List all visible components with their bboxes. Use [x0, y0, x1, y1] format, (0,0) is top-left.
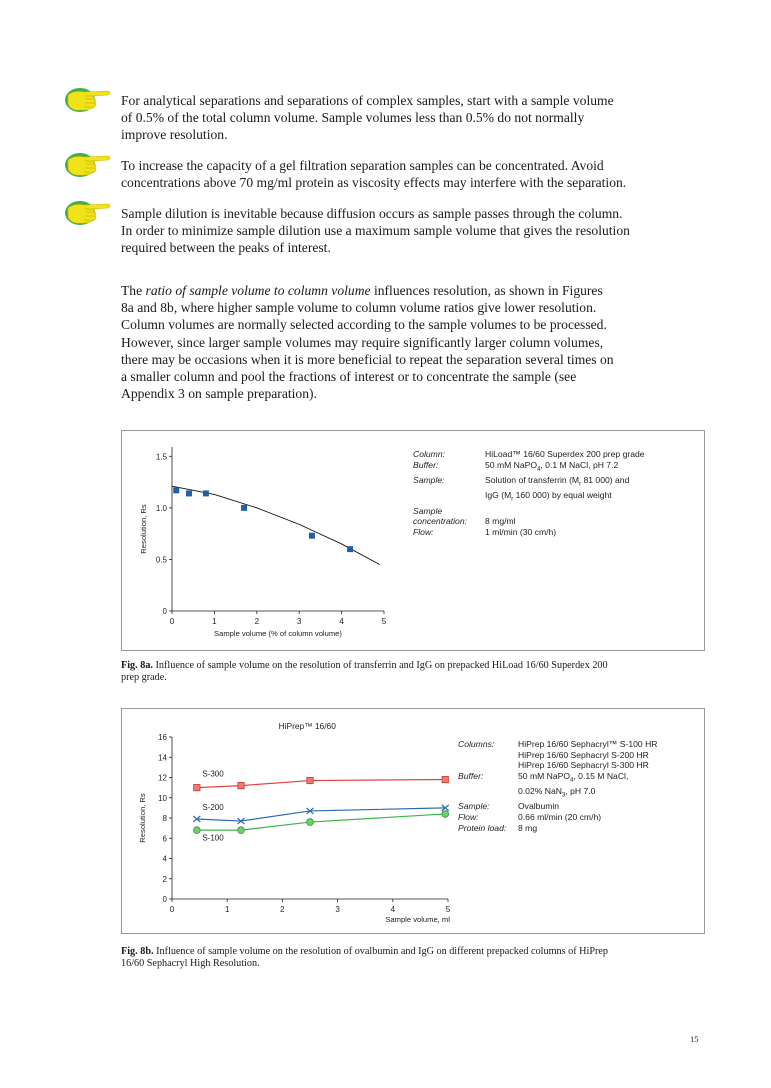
condition-value: IgG ($M_r$ 160 000) by equal weight [485, 490, 612, 503]
body-line: there may be occasions when it is more beneficial to repeat the separation several times on [121, 351, 614, 367]
condition-value: Solution of transferrin ($M_r$ 81 000) and [485, 474, 630, 488]
condition-row [413, 475, 645, 506]
figure-8b-panel [121, 708, 705, 934]
x-tick-label: 3 [296, 617, 302, 626]
tip-line: For analytical separations and separations of complex samples, start with a sample volume [121, 93, 614, 108]
series-line-s-200 [197, 808, 445, 821]
condition-row [458, 812, 657, 823]
x-tick-label: 2 [254, 617, 260, 626]
condition-key: Buffer: [458, 770, 484, 781]
caption-label: Fig. 8a. [121, 660, 153, 671]
condition-value: 50 mM NaPO$_4$, 0.15 M NaCl, [518, 770, 629, 784]
x-tick-label: 5 [381, 617, 387, 626]
y-tick-label: 6 [162, 834, 167, 844]
fit-curve [172, 486, 380, 564]
data-point [186, 490, 192, 496]
condition-value: HiPrep 16/60 Sephacryl™ S-100 HR [518, 739, 658, 749]
chart-title: HiPrep™ 16/60 [278, 721, 336, 731]
y-tick-label: 12 [158, 773, 167, 783]
condition-key: Column: [413, 449, 445, 459]
body-paragraph [121, 282, 711, 402]
x-tick-label: 0 [169, 905, 175, 914]
x-tick-label: 5 [445, 905, 451, 914]
tip-line: In order to minimize sample dilution use a maximum sample volume that gives the resolution [121, 223, 630, 239]
condition-key: Protein load: [458, 822, 507, 833]
condition-value: 1 ml/min (30 cm/h) [485, 526, 557, 537]
y-tick-label: 4 [162, 854, 167, 864]
condition-value: 8 mg/ml [485, 516, 516, 527]
condition-value: 8 mg [518, 822, 538, 833]
data-point [238, 782, 244, 788]
condition-row [413, 527, 645, 538]
y-tick-label: 10 [158, 793, 167, 803]
tip-paragraph [121, 205, 711, 257]
page-number: 15 [690, 1034, 699, 1044]
condition-row [413, 460, 645, 475]
condition-row [458, 823, 657, 834]
y-axis-label: Resolution, Rs [139, 504, 148, 554]
figure-8b-conditions [458, 739, 657, 833]
x-axis-label: Sample volume (% of column volume) [214, 629, 342, 638]
condition-value: 0.02% NaN$_3$, pH 7.0 [518, 786, 596, 799]
body-line: Column volumes are normally selected according to the sample volumes to be processed. [121, 317, 607, 333]
figure-8a-conditions [413, 449, 645, 537]
x-tick-label: 0 [169, 617, 175, 626]
condition-row [413, 516, 645, 527]
tip-line: of 0.5% of the total column volume. Sample volumes less than 0.5% do not normally [121, 110, 585, 126]
condition-value: HiPrep 16/60 Sephacryl S-300 HR [518, 760, 649, 771]
x-tick-label: 1 [224, 905, 230, 914]
series-label: S-100 [202, 833, 224, 843]
condition-key: concentration: [413, 516, 467, 527]
y-tick-label: 1.5 [155, 452, 167, 462]
condition-row [458, 771, 657, 802]
series-line-s-300 [197, 780, 445, 788]
condition-value: HiPrep 16/60 Sephacryl S-200 HR [518, 749, 649, 760]
x-axis-label: Sample volume, ml [385, 915, 450, 924]
x-tick-label: 2 [280, 905, 285, 914]
tip-line: Sample dilution is inevitable because diffusion occurs as sample passes through the column. [121, 206, 623, 221]
tip-paragraph [121, 92, 711, 144]
body-line: 8a and 8b, where higher sample volume to column volume ratios give lower resolution. [121, 300, 597, 316]
data-point [173, 487, 179, 493]
condition-row [458, 801, 657, 812]
data-point [347, 546, 353, 552]
condition-key: Buffer: [413, 459, 439, 470]
x-tick-label: 4 [339, 617, 344, 626]
body-line: a smaller column and pool the fractions of interest or to concentrate the sample (see [121, 369, 577, 385]
body-line: Appendix 3 on sample preparation). [121, 386, 317, 402]
tip-line: required between the peaks of interest. [121, 240, 331, 256]
data-point [309, 533, 315, 539]
condition-key: Flow: [458, 812, 479, 822]
pointing-hand-icon [64, 197, 114, 227]
y-tick-label: 1.0 [155, 503, 167, 513]
condition-row [413, 506, 645, 517]
figure-8a-caption: Fig. 8a. Influence of sample volume on the resolution of transferrin and IgG on prepacked HiLoad 16/60 Superdex 200 prep grade. [121, 660, 608, 684]
y-tick-label: 0 [162, 607, 167, 616]
tip-line: To increase the capacity of a gel filtration separation samples can be concentrated. Avoid [121, 158, 604, 173]
data-point [238, 827, 245, 834]
x-tick-label: 4 [390, 905, 396, 914]
pointing-hand-icon [64, 84, 114, 114]
condition-value: Ovalbumin [518, 801, 560, 812]
condition-value: HiLoad™ 16/60 Superdex 200 prep grade [485, 449, 645, 459]
pointing-hand-icon [64, 149, 114, 179]
body-line: The ratio of sample volume to column volume influences resolution, as shown in Figures [121, 283, 603, 298]
y-tick-label: 0 [162, 895, 167, 904]
y-tick-label: 0.5 [155, 555, 167, 565]
tip-paragraph [121, 157, 711, 191]
body-line: However, since larger sample volumes may require significantly larger column volumes, [121, 334, 604, 350]
data-point [203, 490, 209, 496]
condition-key: Sample: [458, 801, 490, 812]
x-tick-label: 1 [212, 617, 217, 626]
condition-value [485, 506, 645, 517]
x-tick-label: 3 [335, 905, 340, 914]
data-point [307, 819, 314, 826]
condition-row [413, 449, 645, 460]
figure-8b-caption: Fig. 8b. Influence of sample volume on the resolution of ovalbumin and IgG on different prepacked columns of HiPrep 16/60 Sephacryl High Resolution. [121, 946, 609, 970]
y-tick-label: 2 [162, 874, 167, 884]
axes [172, 447, 384, 611]
y-tick-label: 14 [158, 753, 167, 763]
tip-line: improve resolution. [121, 127, 228, 143]
condition-key: Flow: [413, 526, 434, 537]
data-point [241, 505, 247, 511]
y-tick-label: 16 [158, 733, 167, 742]
caption-label: Fig. 8b. [121, 946, 154, 957]
data-point [442, 811, 449, 818]
condition-key: Sample [413, 505, 443, 516]
condition-key: Sample: [413, 474, 445, 485]
condition-value: 50 mM NaPO$_4$, 0.1 M NaCl, pH 7.2 [485, 459, 619, 473]
series-label: S-300 [202, 769, 224, 779]
y-tick-label: 8 [162, 814, 167, 823]
data-point [307, 777, 313, 783]
y-axis-label: Resolution, Rs [138, 793, 147, 843]
series-line-s-100 [197, 814, 445, 830]
figure-8a-panel [121, 430, 705, 651]
data-point [194, 784, 200, 790]
data-point [193, 827, 200, 834]
data-point [442, 776, 448, 782]
tip-line: concentrations above 70 mg/ml protein as viscosity effects may interfere with the separation. [121, 175, 627, 191]
series-label: S-200 [202, 802, 224, 812]
condition-key: Columns: [458, 739, 495, 749]
condition-row [458, 739, 657, 771]
condition-value: 0.66 ml/min (20 cm/h) [518, 812, 602, 822]
